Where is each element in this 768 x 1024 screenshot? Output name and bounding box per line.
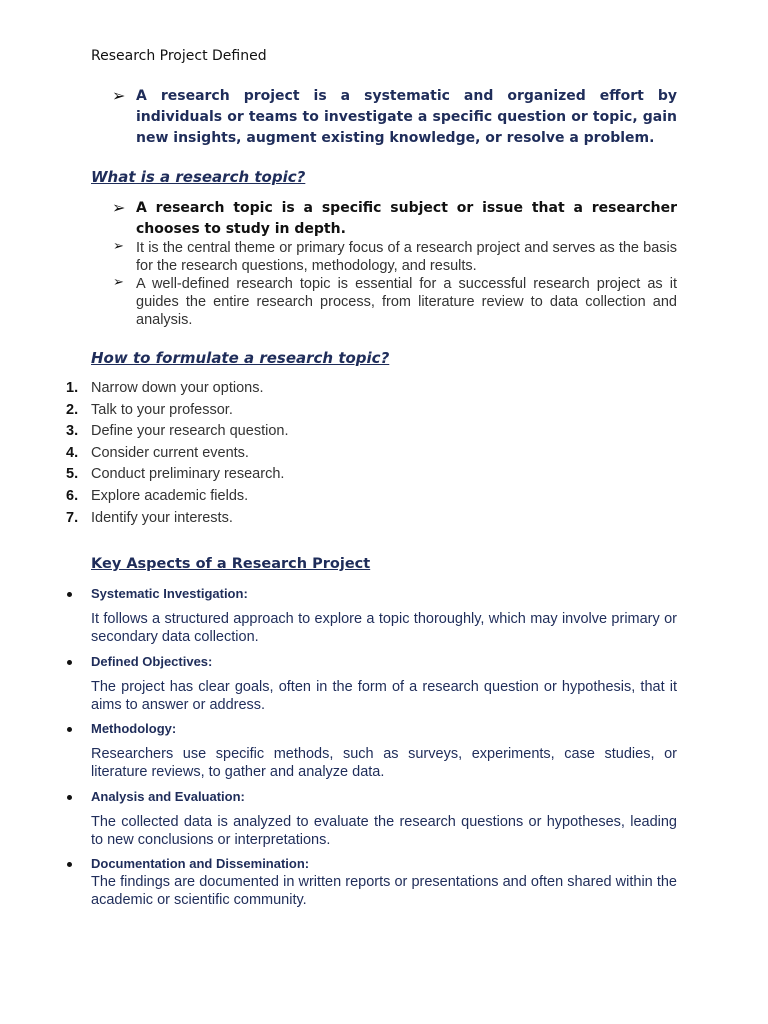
aspect-title: Analysis and Evaluation: — [91, 789, 245, 804]
list-item — [66, 510, 466, 532]
step-text: Narrow down your options. — [91, 380, 264, 396]
page-title: Research Project Defined — [91, 48, 267, 64]
step-text: Explore academic fields. — [91, 487, 249, 504]
step-text: Consider current events. — [91, 444, 249, 461]
step-number: 3. — [66, 423, 79, 440]
list-item — [66, 445, 466, 467]
aspect-description: The project has clear goals, often in the form of a research question or hypothesis, that it aims to answer or address. — [91, 679, 677, 713]
bullet-dot-icon — [67, 795, 72, 800]
bullet-dot-icon — [67, 660, 72, 665]
formulate-heading: How to formulate a research topic? — [91, 349, 390, 367]
step-number: 4. — [66, 444, 79, 461]
step-text: Conduct preliminary research. — [91, 466, 285, 483]
aspect-title: Systematic Investigation: — [91, 586, 248, 601]
bullet-dot-icon — [67, 592, 72, 597]
list-item — [66, 466, 466, 488]
step-number: 2. — [66, 401, 79, 418]
aspect-title: Documentation and Dissemination: — [91, 856, 310, 871]
aspect-description: Researchers use specific methods, such as surveys, experiments, case studies, or literature reviews, to gather and analyze data. — [91, 746, 677, 780]
aspect-title: Methodology: — [91, 721, 177, 736]
aspect-title: Defined Objectives: — [91, 654, 213, 669]
arrow-bullet-icon: ➢ — [112, 86, 126, 105]
step-number: 1. — [66, 380, 79, 396]
step-number: 6. — [66, 487, 79, 504]
step-text: Talk to your professor. — [91, 401, 233, 418]
list-item — [66, 402, 466, 424]
step-text: Define your research question. — [91, 423, 289, 440]
aspect-description: The collected data is analyzed to evaluate the research questions or hypotheses, leading to new conclusions or interpretations. — [91, 814, 677, 848]
steps-list — [66, 380, 466, 531]
topic-point: It is the central theme or primary focus of a research project and serves as the basis for the research questions, methodology, and results. — [136, 240, 677, 274]
list-item — [66, 423, 466, 445]
step-number: 7. — [66, 509, 79, 526]
step-text: Identify your interests. — [91, 509, 233, 526]
topic-point: A well-defined research topic is essential for a successful research project as it guides the entire research process, from literature review to data collection and analysis. — [136, 276, 677, 328]
bullet-dot-icon — [67, 727, 72, 732]
topic-bold-point: A research topic is a specific subject or issue that a researcher chooses to study in depth. — [136, 200, 677, 237]
aspect-description: It follows a structured approach to explore a topic thoroughly, which may involve primary or secondary data collection. — [91, 611, 677, 645]
list-item — [66, 380, 466, 402]
list-item — [66, 488, 466, 510]
arrow-bullet-icon: ➢ — [113, 239, 124, 254]
bullet-dot-icon — [67, 862, 72, 867]
step-number: 5. — [66, 466, 79, 483]
definition-text: A research project is a systematic and organized effort by individuals or teams to investigate a specific question or topic, gain new insights, augment existing knowledge, or resolve a problem. — [136, 88, 677, 146]
aspect-description: The findings are documented in written reports or presentations and often shared within the academic or scientific community. — [91, 874, 677, 908]
arrow-bullet-icon: ➢ — [112, 198, 126, 217]
aspects-heading: Key Aspects of a Research Project — [91, 556, 371, 572]
topic-heading: What is a research topic? — [91, 168, 306, 186]
arrow-bullet-icon: ➢ — [113, 275, 124, 290]
